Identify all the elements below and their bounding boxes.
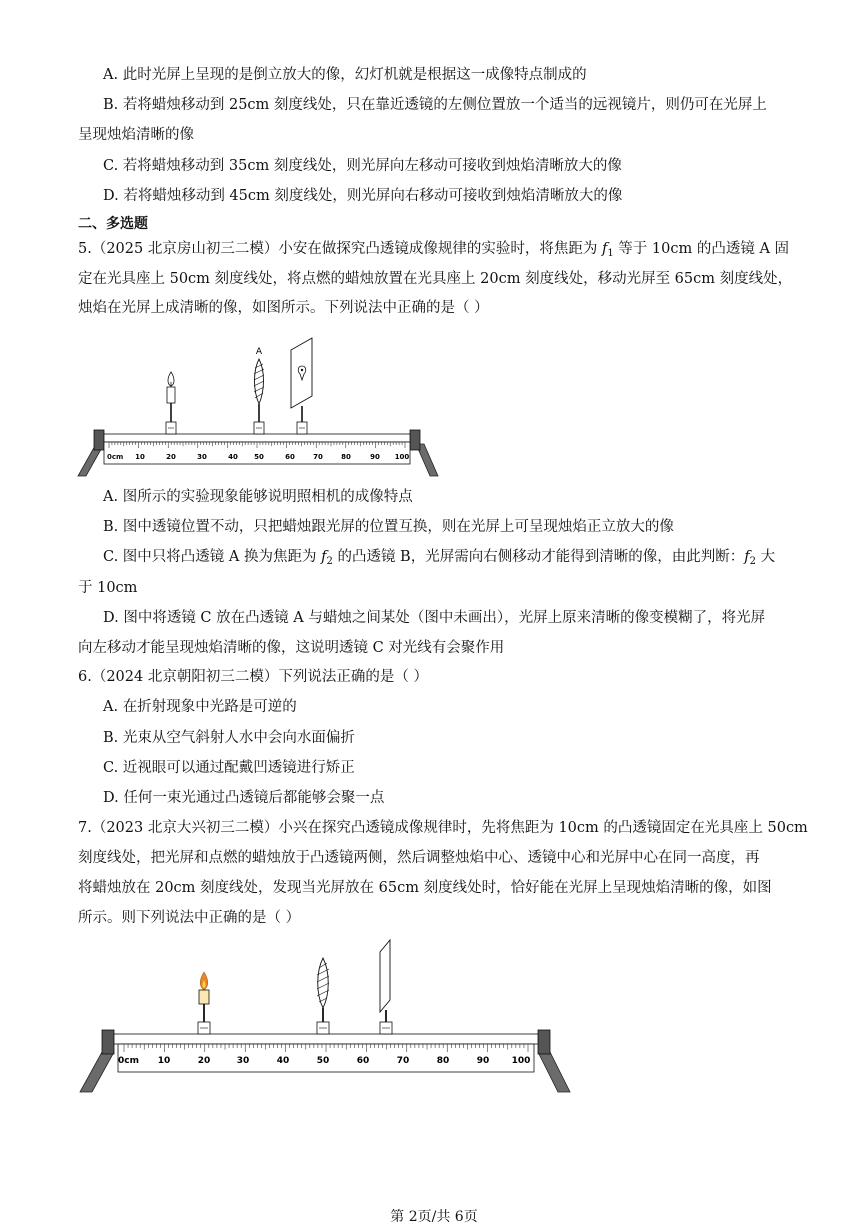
q5-option-d-line2: 向左移动才能呈现烛焰清晰的像，这说明透镜 C 对光线有会聚作用 (78, 640, 505, 656)
bench-right-end (538, 1030, 550, 1054)
lens-a (254, 347, 264, 434)
section-title: 二、多选题 (78, 216, 148, 232)
bench-rail (104, 434, 410, 442)
q7-optical-bench-figure (78, 938, 573, 1098)
q7-stem-line4: 所示。则下列说法中正确的是（ ） (78, 910, 301, 926)
tick-label-70: 70 (396, 1056, 410, 1066)
tick-label-40: 40 (228, 453, 238, 461)
bench-right-end (410, 430, 420, 450)
ruler-zero-label: 0cm (118, 1056, 139, 1066)
q4-option-a: A. 此时光屏上呈现的是倒立放大的像，幻灯机就是根据这一成像特点制成的 (103, 67, 587, 83)
q5-option-b: B. 图中透镜位置不动，只把蜡烛跟光屏的位置互换，则在光屏上可呈现烛焰正立放大的像 (103, 519, 674, 535)
q5-option-c-line2: 于 10cm (78, 580, 138, 596)
q4-option-c: C. 若将蜡烛移动到 35cm 刻度线处，则光屏向左移动可接收到烛焰清晰放大的像 (103, 158, 622, 174)
ruler-zero-label: 0cm (107, 453, 124, 461)
q4-option-b-line2: 呈现烛焰清晰的像 (78, 127, 194, 143)
q6-option-c: C. 近视眼可以通过配戴凹透镜进行矫正 (103, 760, 355, 776)
candle-body (199, 990, 209, 1004)
tick-label-30: 30 (197, 453, 207, 461)
tick-label-70: 70 (313, 453, 323, 461)
q5-option-d-line1: D. 图中将透镜 C 放在凸透镜 A 与蜡烛之间某处（图中未画出），光屏上原来清晰的像变模糊了，将光屏 (103, 610, 766, 626)
q5-stem-line2: 定在光具座上 50cm 刻度线处，将点燃的蜡烛放置在光具座上 20cm 刻度线处，移动光屏至 65cm 刻度线处， (78, 271, 793, 287)
q6-option-a: A. 在折射现象中光路是可逆的 (103, 699, 297, 715)
q5-optical-bench-figure (76, 336, 441, 481)
q5-stem-line1: 5.（2025 北京房山初三二模）小安在做探究凸透镜成像规律的实验时，将焦距为 $f_1$ 等于 10cm 的凸透镜 A 固 (78, 241, 790, 259)
tick-label-60: 60 (356, 1056, 370, 1066)
bench-left-leg (80, 1052, 114, 1092)
q7-stem-line2: 刻度线处，把光屏和点燃的蜡烛放于凸透镜两侧，然后调整烛焰中心、透镜中心和光屏中心在同一高度，再 (78, 850, 760, 866)
candle (198, 972, 210, 1034)
lens-a-label: A (255, 347, 263, 357)
tick-label-90: 90 (476, 1056, 490, 1066)
q5-stem-line3: 烛焰在光屏上成清晰的像，如图所示。下列说法中正确的是（ ） (78, 300, 489, 316)
q4-option-d: D. 若将蜡烛移动到 45cm 刻度线处，则光屏向右移动可接收到烛焰清晰放大的像 (103, 188, 623, 204)
tick-label-50: 50 (316, 1056, 330, 1066)
tick-label-90: 90 (370, 453, 380, 461)
tick-label-20: 20 (197, 1056, 211, 1066)
bench-left-end (102, 1030, 114, 1054)
tick-label-20: 20 (166, 453, 176, 461)
candle-body (167, 387, 175, 403)
tick-label-50: 50 (254, 453, 264, 461)
light-screen (291, 338, 312, 434)
tick-label-100: 100 (394, 453, 410, 461)
tick-label-10: 10 (135, 453, 145, 461)
tick-label-30: 30 (236, 1056, 250, 1066)
q6-option-b: B. 光束从空气斜射人水中会向水面偏折 (103, 730, 355, 746)
q6-stem: 6.（2024 北京朝阳初三二模）下列说法正确的是（ ） (78, 669, 428, 685)
bench-left-end (94, 430, 104, 450)
q7-stem-line1: 7.（2023 北京大兴初三二模）小兴在探究凸透镜成像规律时，先将焦距为 10cm 的凸透镜固定在光具座上 50cm (78, 820, 808, 836)
page-footer: 第 2页/共 6页 (390, 1209, 478, 1225)
tick-label-100: 100 (511, 1056, 531, 1066)
q6-option-d: D. 任何一束光通过凸透镜后都能够会聚一点 (103, 790, 385, 806)
q4-option-b-line1: B. 若将蜡烛移动到 25cm 刻度线处，只在靠近透镜的左侧位置放一个适当的远视镜片，则仍可在光屏上 (103, 97, 767, 113)
bench-right-leg (538, 1052, 570, 1092)
q5-option-a: A. 图所示的实验现象能够说明照相机的成像特点 (103, 489, 413, 505)
convex-lens (317, 958, 329, 1034)
bench-rail (114, 1034, 538, 1044)
tick-label-60: 60 (285, 453, 295, 461)
candle (166, 372, 176, 434)
q7-stem-line3: 将蜡烛放在 20cm 刻度线处，发现当光屏放在 65cm 刻度线处时，恰好能在光屏上呈现烛焰清晰的像，如图 (78, 880, 772, 896)
screen-panel (380, 940, 390, 1012)
light-screen (380, 940, 392, 1034)
tick-label-40: 40 (276, 1056, 290, 1066)
tick-label-80: 80 (436, 1056, 450, 1066)
tick-label-80: 80 (341, 453, 351, 461)
tick-label-10: 10 (157, 1056, 171, 1066)
q5-option-c-line1: C. 图中只将凸透镜 A 换为焦距为 $f_2$ 的凸透镜 B，光屏需向右侧移动才能得到清晰的像，由此判断：$f_2$ 大 (103, 549, 776, 567)
